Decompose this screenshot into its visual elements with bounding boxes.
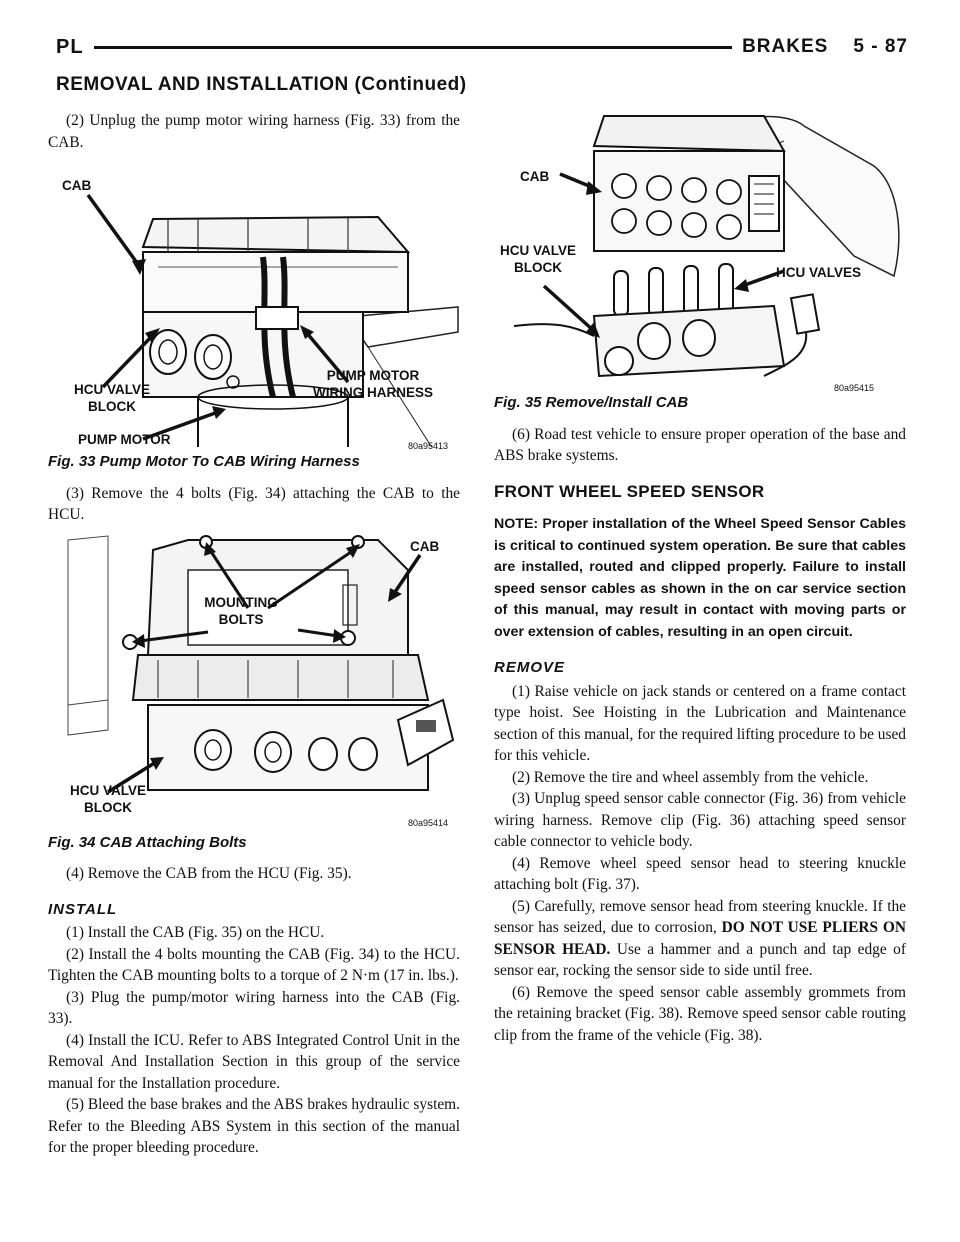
remove-step-5-text-a: (5) Carefully, remove sensor head from steering knuckle. If the sensor has seized, due to corrosion,: [494, 897, 906, 936]
fig33-label-hcu-line1: HCU VALVE: [73, 382, 150, 397]
fig33-label-hcu: [62, 381, 162, 415]
fig34-label-hcu-line1: HCU VALVE: [69, 782, 146, 798]
install-step-5: (5) Bleed the base brakes and the ABS brakes hydraulic system. Refer to the Bleeding ABS System in this section of the manual for the proper bleeding procedure.: [48, 1096, 460, 1156]
right-column: [494, 106, 906, 1046]
fig35-label-hcu: [488, 242, 588, 276]
step-3-paragraph: (3) Remove the 4 bolts (Fig. 34) attaching the CAB to the HCU.: [48, 484, 460, 523]
remove-step-4: (4) Remove wheel speed sensor head to steering knuckle attaching bolt (Fig. 37).: [494, 854, 906, 893]
remove-step-5-warning: DO NOT USE PLIERS ON SENSOR HEAD.: [494, 919, 906, 958]
fig33-label-pump-harness-line1: PUMP MOTOR: [326, 368, 420, 383]
remove-step-3: (3) Unplug speed sensor cable connector (Fig. 36) from vehicle wiring harness. Remove clip (Fig. 36) attaching speed sensor cable connector to vehicle body.: [494, 790, 906, 850]
fig34-id: 80a95414: [408, 817, 449, 828]
step-4-paragraph: (4) Remove the CAB from the HCU (Fig. 35).: [66, 865, 352, 882]
install-heading: INSTALL: [48, 900, 118, 918]
note-paragraph: NOTE: Proper installation of the Wheel Speed Sensor Cables is critical to continued system operation. Be sure that cables are installed, routed and clipped properly. Failure to install speed sensor cables as shown in the on car service section of this manual, may result in contact with moving parts or over extension of cables, resulting in an open circuit.: [494, 516, 906, 640]
figure-34-caption: Fig. 34 CAB Attaching Bolts: [48, 833, 247, 851]
figure-35-caption: Fig. 35 Remove/Install CAB: [494, 394, 689, 411]
remove-step-6: (6) Remove the speed sensor cable assembly grommets from the retaining bracket (Fig. 38). Remove speed sensor cable routing clip from the frame of the vehicle (Fig. 38).: [494, 983, 906, 1044]
fig34-label-hcu-line2: BLOCK: [84, 799, 132, 815]
install-step-2: (2) Install the 4 bolts mounting the CAB (Fig. 34) to the HCU. Tighten the CAB mounting bolts to a torque of 2 N·m (17 in. lbs.).: [48, 945, 460, 984]
fig33-label-pump-harness: [293, 367, 453, 401]
fig34-label-mounting-bolts: [186, 594, 296, 628]
step-2-paragraph: (2) Unplug the pump motor wiring harness (Fig. 33) from the CAB.: [48, 112, 460, 151]
left-column: [48, 110, 460, 1159]
figure-33-caption: Fig. 33 Pump Motor To CAB Wiring Harness: [48, 453, 360, 470]
remove-heading: REMOVE: [494, 659, 566, 676]
fig33-label-pump-harness-line2: WIRING HARNESS: [312, 385, 433, 400]
front-wheel-speed-sensor-heading: FRONT WHEEL SPEED SENSOR: [494, 481, 765, 501]
fig34-label-mb-line1: MOUNTING: [204, 594, 278, 610]
page-header: [56, 30, 908, 64]
fig35-label-cab: CAB: [520, 169, 550, 184]
fig34-label-hcu: [58, 782, 158, 816]
fig35-label-hcu-line1: HCU VALVE: [499, 243, 576, 258]
fig33-id: 80a95413: [408, 441, 449, 451]
install-step-4: (4) Install the ICU. Refer to ABS Integrated Control Unit in the Removal And Installation Section in this group of the service manual for the Installation procedure.: [48, 1031, 460, 1092]
fig34-label-mb-line2: BOLTS: [218, 611, 264, 627]
header-right: BRAKES 5 - 87: [742, 36, 908, 57]
header-rule: [94, 46, 733, 49]
fig34-label-cab: CAB: [410, 538, 440, 554]
remove-step-5: [494, 896, 906, 982]
remove-step-5-text-b: Use a hammer and a punch and tap edge of sensor ear, rocking the sensor side to side until free.: [494, 940, 906, 979]
fig35-label-hcu-line2: BLOCK: [514, 260, 562, 275]
header-left: PL: [56, 35, 84, 58]
figure-35: [494, 106, 906, 393]
fig33-label-hcu-line2: BLOCK: [88, 399, 136, 414]
figure-33: [48, 157, 460, 451]
install-step-1: (1) Install the CAB (Fig. 35) on the HCU.: [66, 924, 325, 941]
fig35-id: 80a95415: [834, 383, 875, 393]
section-title: REMOVAL AND INSTALLATION (Continued): [56, 74, 467, 95]
step-6-paragraph: (6) Road test vehicle to ensure proper operation of the base and ABS brake systems.: [494, 425, 906, 464]
figure-34: [48, 530, 460, 828]
fig33-label-pump-motor: PUMP MOTOR: [78, 432, 171, 447]
remove-step-1: (1) Raise vehicle on jack stands or centered on a frame contact type hoist. See Hoisting in the Lubrication and Maintenance section of this manual, for the required lifting procedure to be used for this vehicle.: [494, 682, 907, 764]
fig33-label-cab: CAB: [62, 178, 92, 193]
fig35-label-hcu-valves: HCU VALVES: [776, 265, 862, 280]
install-step-3: (3) Plug the pump/motor wiring harness into the CAB (Fig. 33).: [48, 988, 460, 1027]
remove-step-2: (2) Remove the tire and wheel assembly from the vehicle.: [512, 768, 869, 786]
